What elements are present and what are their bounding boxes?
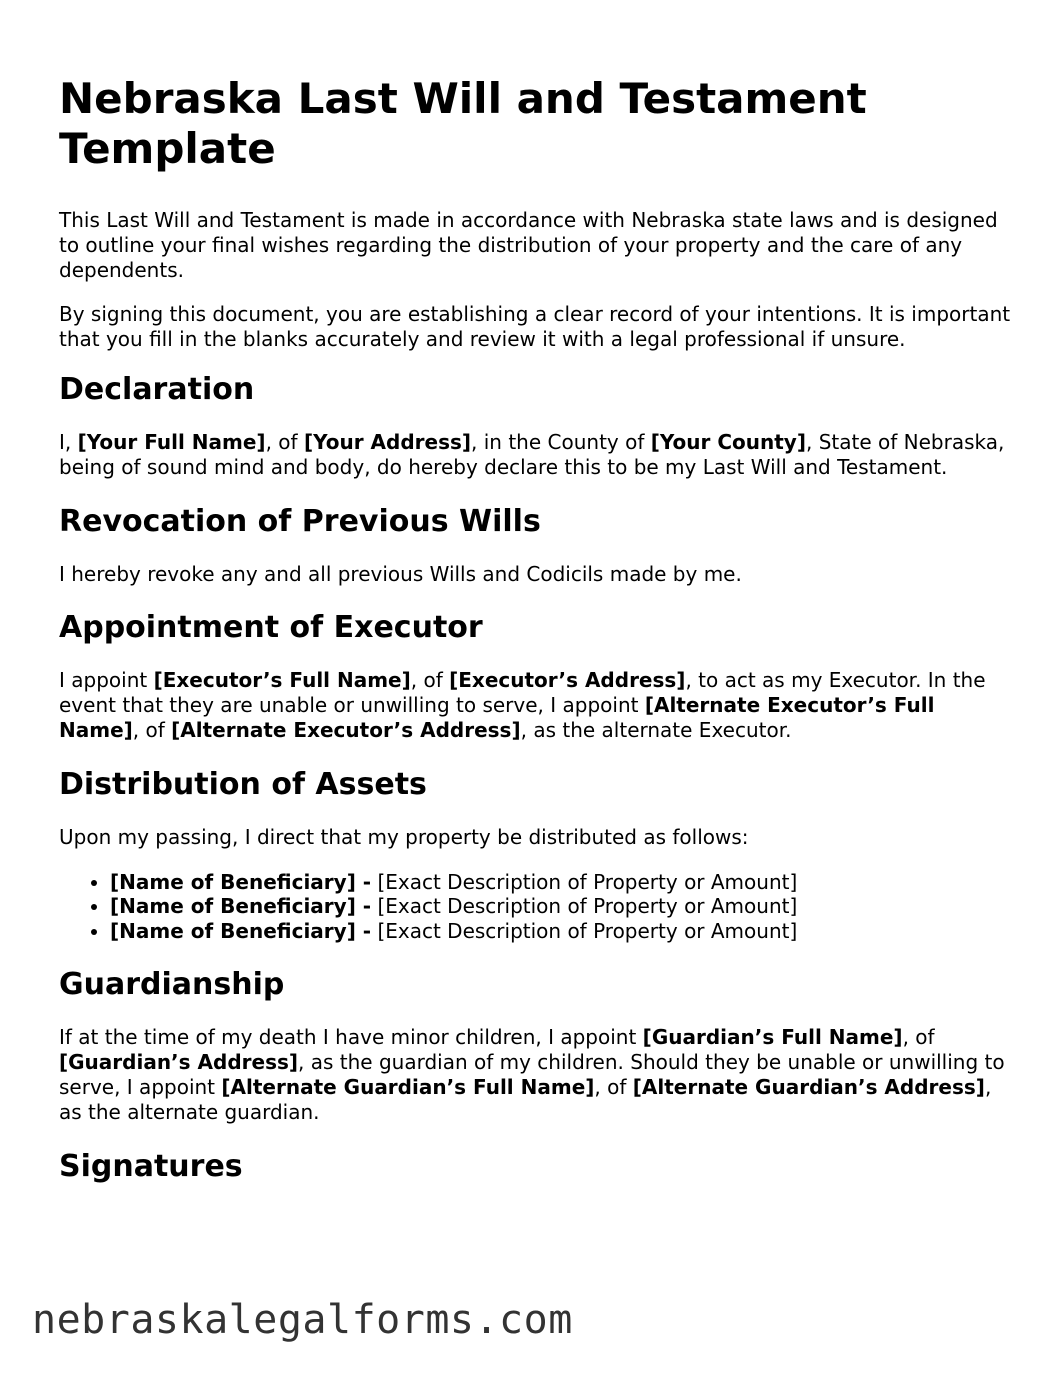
your-county-field: [Your County]: [650, 429, 806, 454]
guardianship-heading: Guardianship: [59, 967, 285, 1003]
alternate-guardian-name-field: [Alternate Guardian’s Full Name]: [221, 1074, 595, 1099]
document-page: [59, 74, 1019, 1207]
signatures-heading: Signatures: [59, 1148, 243, 1184]
beneficiary-name-field: [Name of Beneficiary] -: [110, 918, 372, 943]
property-description-field: [Exact Description of Property or Amount]: [371, 869, 798, 894]
executor-address-field: [Executor’s Address]: [449, 668, 686, 693]
declaration-heading: Declaration: [59, 371, 255, 407]
revocation-paragraph: I hereby revoke any and all previous Wills and Codicils made by me.: [59, 561, 742, 586]
alternate-guardian-address-field: [Alternate Guardian’s Address]: [632, 1074, 985, 1099]
site-watermark: nebraskalegalforms.com: [32, 1297, 573, 1343]
distribution-heading: Distribution of Assets: [59, 766, 427, 802]
revocation-heading: Revocation of Previous Wills: [59, 503, 541, 539]
list-item: [110, 894, 1019, 919]
beneficiary-name-field: [Name of Beneficiary] -: [110, 869, 372, 894]
your-full-name-field: [Your Full Name]: [77, 429, 266, 454]
alternate-executor-name-field: [Alternate Executor’s Full Name]: [59, 693, 935, 742]
property-description-field: [Exact Description of Property or Amount]: [371, 918, 798, 943]
guardian-name-field: [Guardian’s Full Name]: [642, 1025, 903, 1050]
distribution-intro: Upon my passing, I direct that my property be distributed as follows:: [59, 824, 749, 849]
alternate-executor-address-field: [Alternate Executor’s Address]: [171, 717, 521, 742]
beneficiary-list: [59, 870, 1019, 944]
executor-name-field: [Executor’s Full Name]: [153, 668, 411, 693]
intro-paragraph-2: By signing this document, you are establishing a clear record of your intentions. It is important that you fill in the blanks accurately and review it with a legal professional if unsure.: [59, 302, 1011, 352]
list-item: [110, 870, 1019, 895]
page-title: Nebraska Last Will and Testament Template: [59, 74, 867, 173]
beneficiary-name-field: [Name of Beneficiary] -: [110, 894, 372, 919]
executor-heading: Appointment of Executor: [59, 610, 483, 646]
declaration-paragraph: I, [Your Full Name], of [Your Address], in the County of [Your County], State of Nebraska, being of sound mind and body, do hereby declare this to be my Last Will and Testament.: [59, 429, 1005, 479]
executor-paragraph: I appoint [Executor’s Full Name], of [Executor’s Address], to act as my Executor. In the event that they are unable or unwilling to serve, I appoint [Alternate Executor’s Full Name], of [Alternate Executor’s Address], as the alternate Executor.: [59, 668, 986, 742]
guardianship-paragraph: If at the time of my death I have minor children, I appoint [Guardian’s Full Name], of [Guardian’s Address], as the guardian of my children. Should they be unable or unwilling to serve, I appoint [Alternate Guardian’s Full Name], of [Alternate Guardian’s Address], as the alternate guardian.: [59, 1025, 1005, 1124]
guardian-address-field: [Guardian’s Address]: [59, 1050, 299, 1075]
list-item: [110, 919, 1019, 944]
intro-paragraph-1: This Last Will and Testament is made in accordance with Nebraska state laws and is designed to outline your final wishes regarding the distribution of your property and the care of any dependents.: [59, 208, 998, 282]
your-address-field: [Your Address]: [303, 429, 472, 454]
property-description-field: [Exact Description of Property or Amount]: [371, 894, 798, 919]
